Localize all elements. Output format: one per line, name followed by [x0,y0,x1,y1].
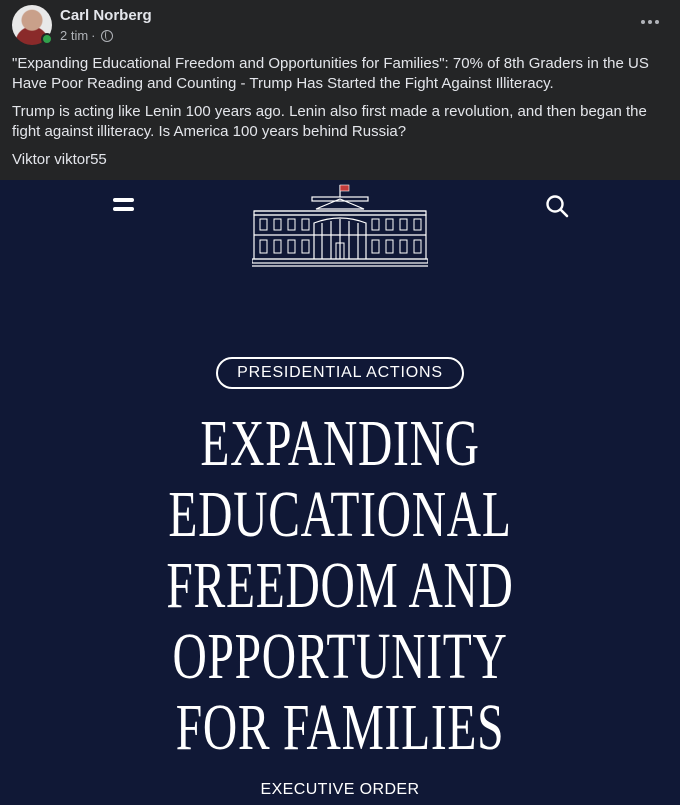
white-house-logo [252,183,428,269]
post-meta [60,28,113,43]
presidential-actions-badge: PRESIDENTIAL ACTIONS [216,357,464,389]
post-paragraph: "Expanding Educational Freedom and Opportunities for Families": 70% of 8th Graders in the US Have Poor Reading and Counting - Trump Has Started the Fight Against Illiteracy. [12,55,649,92]
more-options-button[interactable] [634,10,666,34]
post-header [0,0,680,52]
order-title-line: FREEDOM AND [166,549,514,622]
post-time[interactable]: 2 tim [60,28,89,43]
more-icon [641,20,645,24]
order-title-line: FOR FAMILIES [175,691,505,764]
order-title-line: EDUCATIONAL [168,478,512,551]
author-name[interactable]: Carl Norberg [60,7,152,24]
order-title-line: EXPANDING [200,407,480,480]
globe-icon[interactable] [101,30,113,42]
post-text [12,54,662,178]
search-icon[interactable] [545,194,569,218]
online-status-dot [41,33,53,45]
meta-separator: · [91,28,96,43]
document-type-label: EXECUTIVE ORDER [260,781,420,798]
order-title-line: OPPORTUNITY [172,620,508,693]
more-icon-dot [648,20,652,24]
post-paragraph: Trump is acting like Lenin 100 years ago. Lenin also first made a revolution, and then began the fight against illiteracy. Is America 100 years behind Russia? [12,103,647,140]
more-icon-dot [655,20,659,24]
order-title [0,408,680,763]
post-signature: Viktor viktor55 [12,151,107,168]
hamburger-icon[interactable] [113,198,134,212]
post-image[interactable] [0,180,680,805]
